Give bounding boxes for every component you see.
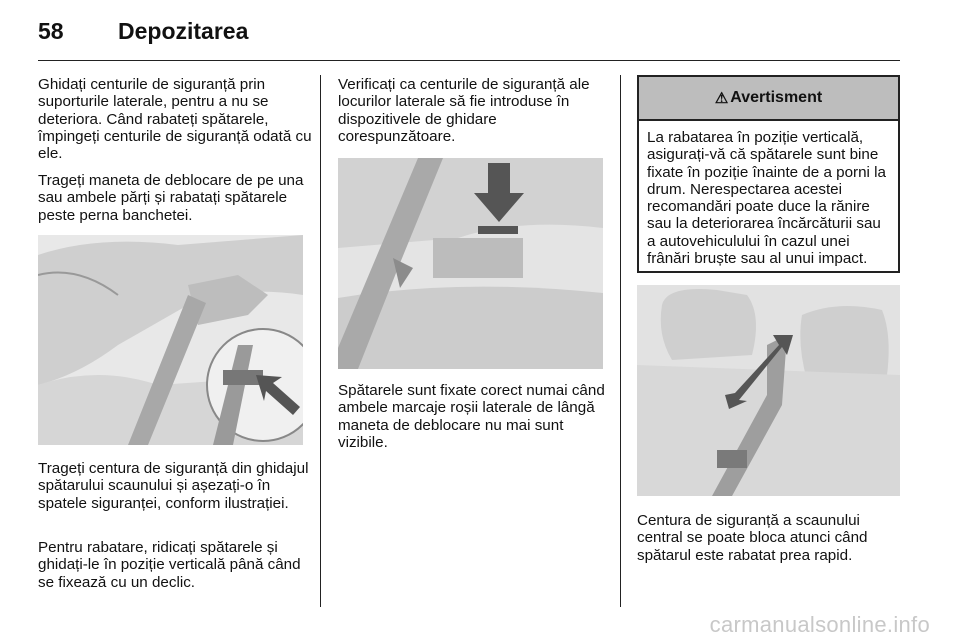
column-divider-1: [320, 75, 321, 607]
header-divider: [38, 60, 900, 61]
warning-box: [637, 75, 900, 273]
watermark: carmanualsonline.info: [709, 612, 930, 637]
paragraph-raise-backrest: Pentru rabatare, ridicați spătarele și ghidați-le în poziție verticală până când se fixează cu un declic.: [38, 539, 301, 591]
paragraph-guide-belts: Ghidați centurile de siguranță prin suporturile laterale, pentru a nu se deteriora. Când rabateți spătarele, împingeți centurile de siguranță odată cu ele.: [38, 76, 312, 163]
paragraph-pull-belt: Trageți centura de siguranță din ghidajul spătarului scaunului și așezați-o în spatele siguranței, conform ilustrației.: [38, 460, 309, 512]
figure-belt-guide: [338, 158, 603, 369]
paragraph-check-belts: Verificați ca centurile de siguranță ale locurilor laterale să fie introduse în dispozitivele de ghidare corespunzătoare.: [338, 76, 590, 145]
figure-seat-release-lever: [38, 235, 303, 445]
figure-center-belt: [637, 285, 900, 496]
page-title: Depozitarea: [118, 18, 249, 44]
warning-header: [639, 77, 898, 121]
page-header: [38, 18, 248, 45]
column-divider-2: [620, 75, 621, 607]
paragraph-release-lever: Trageți maneta de deblocare de pe una sau ambele părți și rabatați spătarele peste perna banchetei.: [38, 172, 304, 224]
paragraph-markings: Spătarele sunt fixate corect numai când ambele marcaje roșii laterale de lângă maneta de deblocare nu mai sunt vizibile.: [338, 382, 605, 451]
warning-title: Avertisment: [730, 89, 823, 106]
page-number: 58: [38, 18, 64, 44]
paragraph-center-belt-lock: Centura de siguranță a scaunului central se poate bloca atunci când spătarul este rabatat prea rapid.: [637, 512, 868, 564]
warning-triangle-icon: ⚠: [714, 90, 729, 107]
warning-text: La rabatarea în poziție verticală, asigurați-vă că spătarele sunt bine fixate în poziție înainte de a porni la drum. Nerespectarea acestei recomandări poate duce la rănire sau la deteriorarea încărcăturii sau a autovehiculului în cazul unei frânări bruște sau al unui impact.: [647, 129, 886, 268]
